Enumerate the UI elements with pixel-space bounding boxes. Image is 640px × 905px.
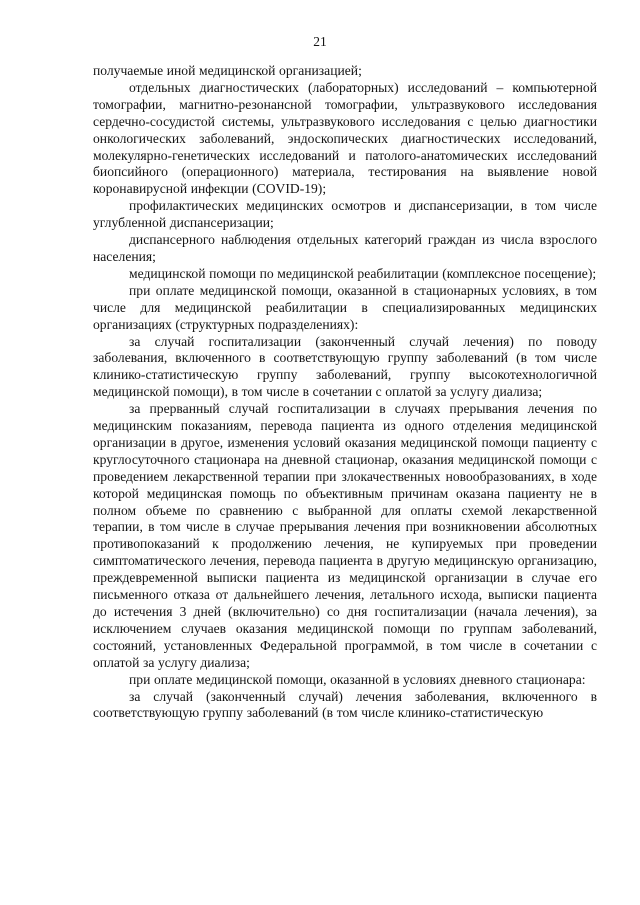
paragraph-day-hospital-case: за случай (законченный случай) лечения заболевания, включенного в соответствующую группу заболеваний (в том числе клинико-статистическую — [93, 688, 597, 721]
paragraph-diagnostic-studies: отдельных диагностических (лабораторных) исследований – компьютерной томографии, магнитно-резонансной томографии, ультразвукового исследования сердечно-сосудистой системы, ультразвукового исследования с целью диагностики онкологических заболеваний, эндоскопических диагностических исследований, молекулярно-генетических исследований и патолого-анатомических исследований биопсийного (операционного) материала, тестирования на выявление новой коронавирусной инфекции (COVID-19); — [93, 79, 597, 197]
paragraph-interrupted-hospitalization: за прерванный случай госпитализации в случаях прерывания лечения по медицинским показаниям, перевода пациента из одного отделения медицинской организации в другое, изменения условий оказания медицинской помощи пациенту с круглосуточного стационара на дневной стационар, оказания медицинской помощи с проведением лекарственной терапии при злокачественных новообразованиях, в ходе которой медицинская помощь по объективным причинам оказана пациенту не в полном объеме по сравнению с выбранной для оплаты схемой лекарственной терапии, в том числе в случае прерывания лечения при возникновении абсолютных противопоказаний к продолжению лечения, не купируемых при проведении симптоматического лечения, перевода пациента в другую медицинскую организацию, преждевременной выписки пациента из медицинской организации в случае его письменного отказа от дальнейшего лечения, летального исхода, выписки пациента до истечения 3 дней (включительно) со дня госпитализации (начала лечения), за исключением случаев оказания медицинской помощи по группам заболеваний, состояний, установленных Федеральной программой, в том числе в сочетании с оплатой за услугу диализа; — [93, 401, 597, 670]
paragraph-day-hospital-payment: при оплате медицинской помощи, оказанной в условиях дневного стационара: — [129, 671, 586, 687]
paragraph-dispensary-observation: диспансерного наблюдения отдельных категорий граждан из числа взрослого населения; — [93, 232, 597, 264]
paragraph-inpatient-payment: при оплате медицинской помощи, оказанной в стационарных условиях, в том числе для медицинской реабилитации в специализированных медицинских организациях (структурных подразделениях): — [93, 282, 597, 332]
paragraph-intro: получаемые иной медицинской организацией; — [93, 63, 362, 78]
paragraph-rehabilitation: медицинской помощи по медицинской реабилитации (комплексное посещение); — [129, 265, 597, 281]
document-body — [93, 63, 597, 722]
paragraph-completed-hospitalization: за случай госпитализации (законченный случай лечения) по поводу заболевания, включенного в соответствующую группу заболеваний (в том числе клинико-статистическую группу заболеваний, группу высокотехнологичной медицинской помощи), в том числе в сочетании с оплатой за услугу диализа; — [93, 333, 597, 400]
page-number: 21 — [313, 34, 327, 49]
paragraph-preventive-exams: профилактических медицинских осмотров и диспансеризации, в том числе углубленной диспансеризации; — [93, 198, 597, 231]
